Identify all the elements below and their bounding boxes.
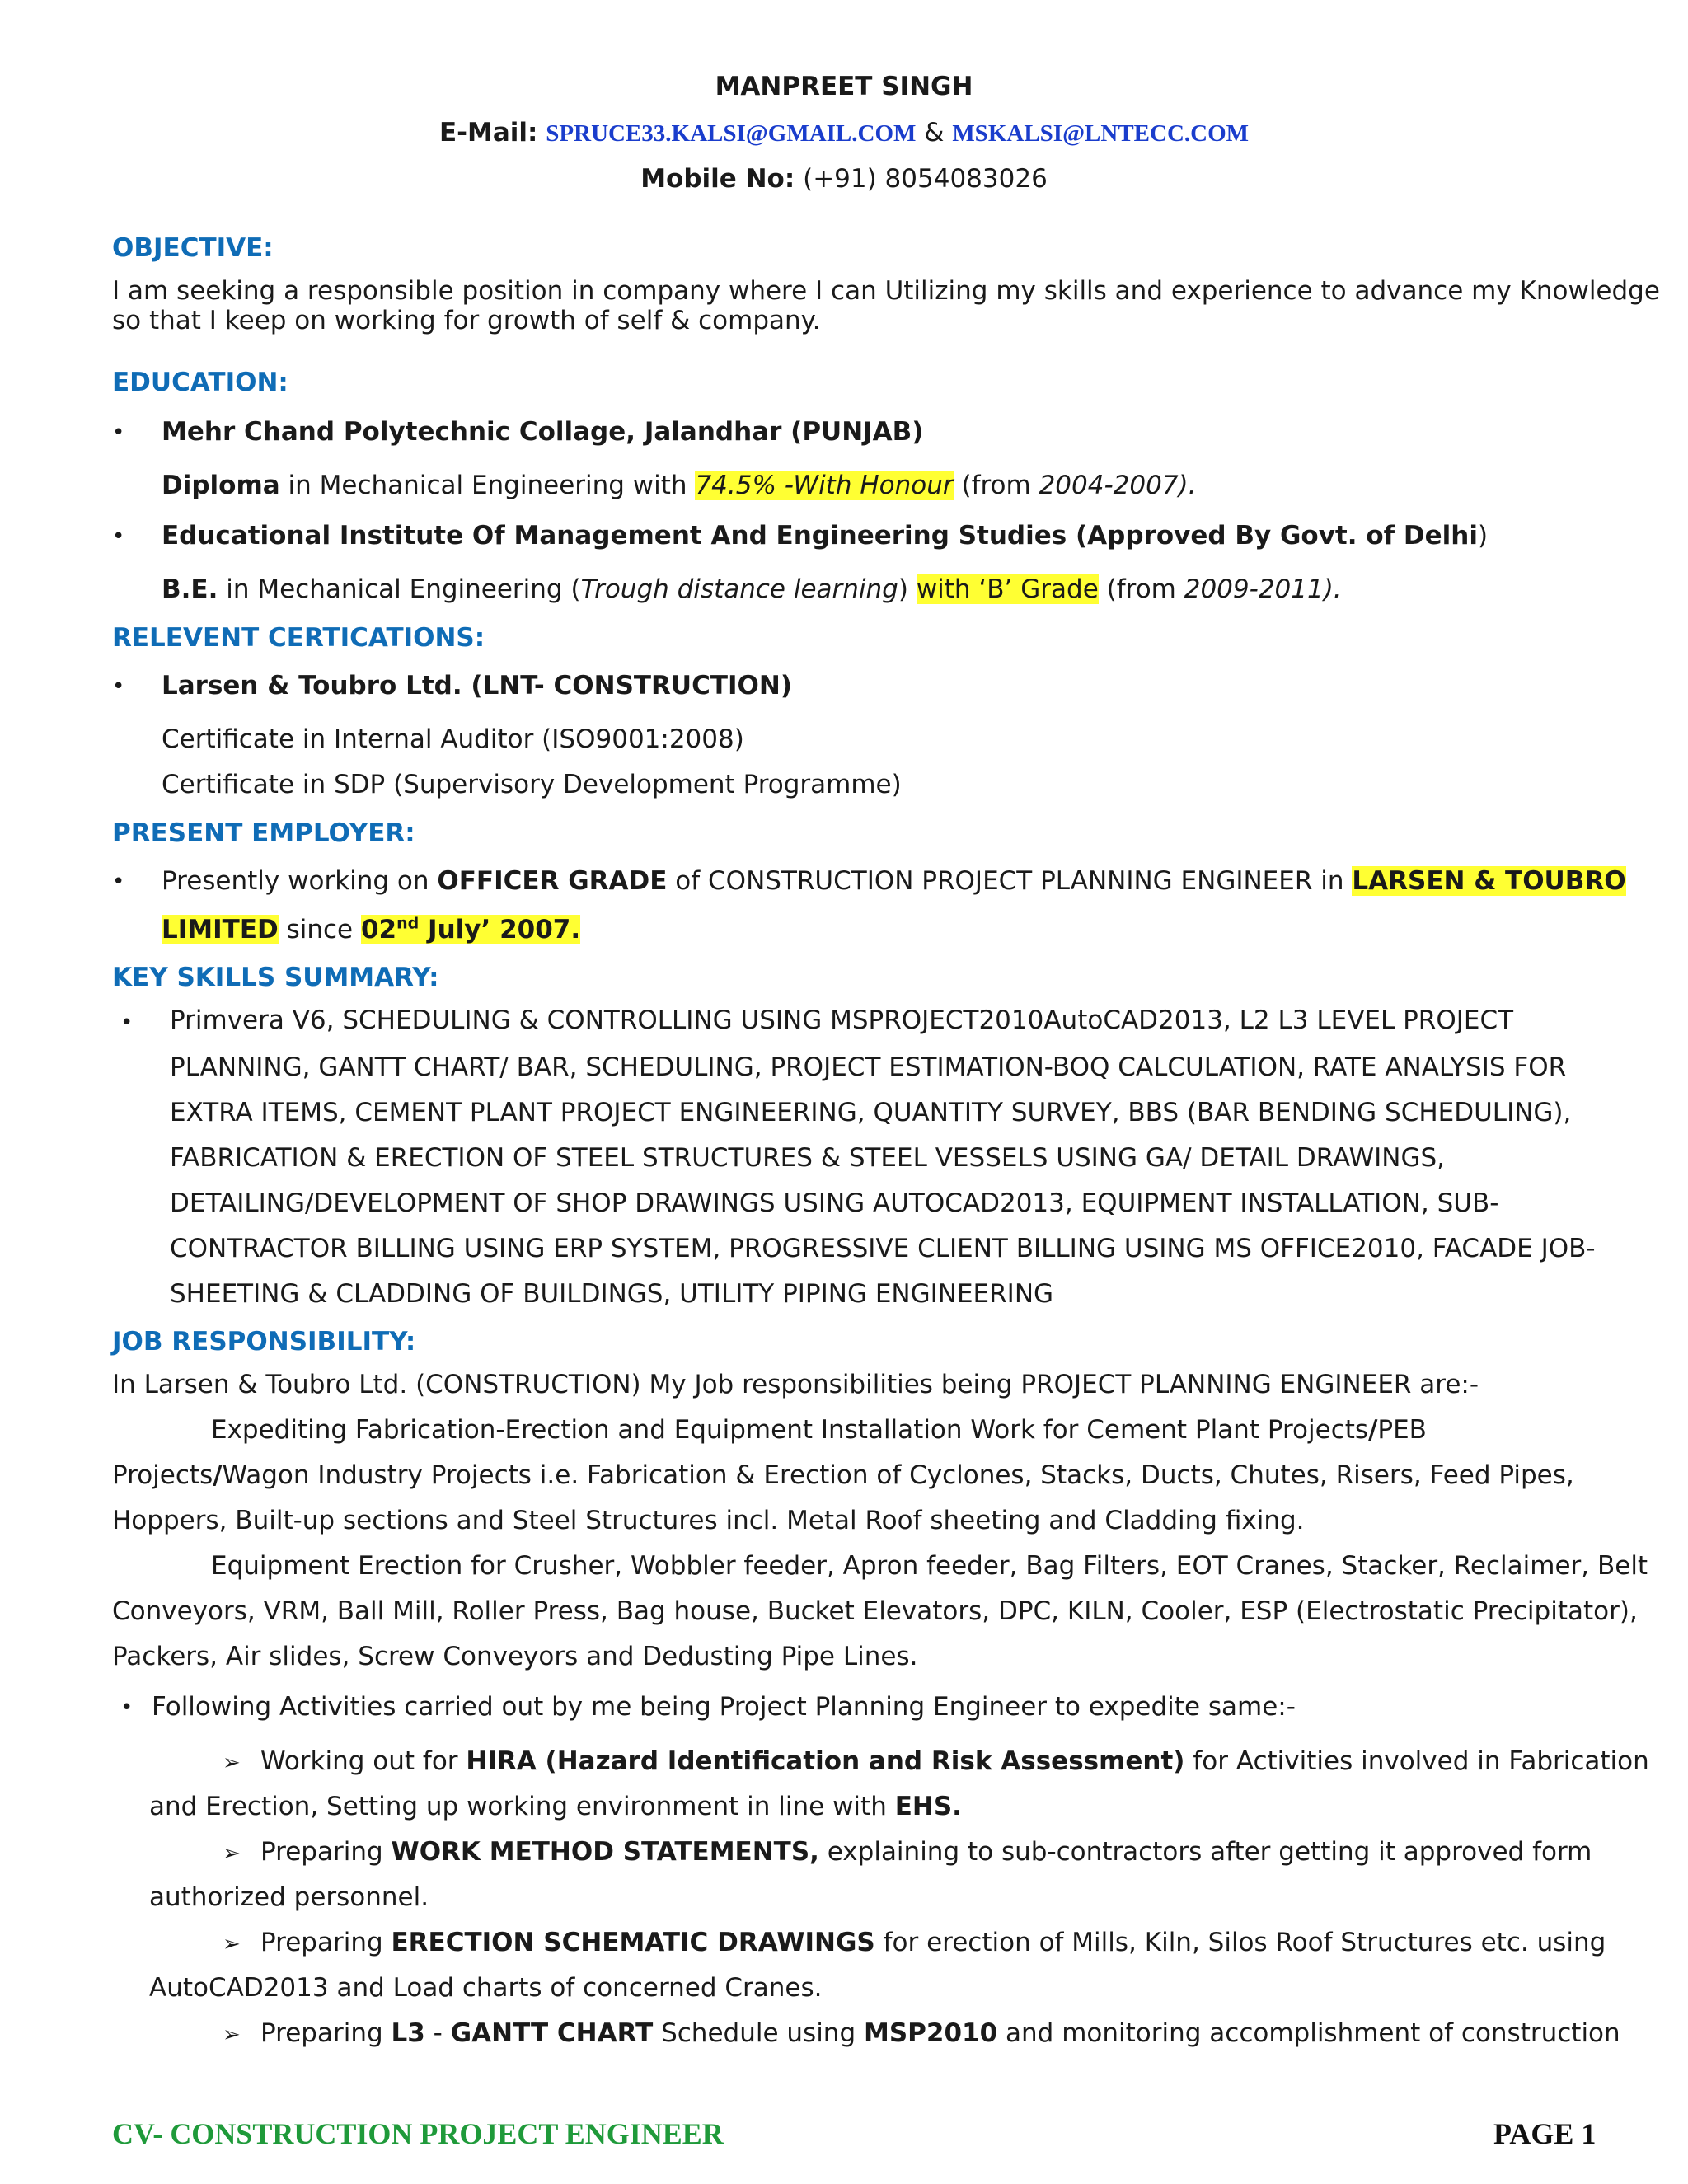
skills-line: DETAILING/DEVELOPMENT OF SHOP DRAWINGS USING AUTOCAD2013, EQUIPMENT INSTALLATION, SUB-	[170, 1188, 1499, 1218]
bullet-icon: •	[112, 524, 125, 549]
activity-text: Preparing	[260, 1928, 392, 1957]
certification-item: Certificate in Internal Auditor (ISO9001:2008)	[162, 724, 744, 754]
email-label: E-Mail:	[438, 118, 538, 148]
employer-grade: OFFICER GRADE	[437, 866, 668, 896]
objective-heading: OBJECTIVE:	[112, 233, 274, 263]
institute-name: Educational Institute Of Management And Engineering Studies (Approved By Govt. of Delhi	[162, 521, 1478, 551]
activity-text: and monitoring accomplishment of construction	[997, 2018, 1620, 2048]
degree-close: )	[898, 574, 917, 604]
job-text: PEB	[1377, 1415, 1427, 1445]
degree-years: 2009-2011).	[1184, 574, 1342, 604]
degree-text: in Mechanical Engineering (	[218, 574, 581, 604]
activity-text: Preparing	[260, 1837, 392, 1867]
activity-bold: WORK METHOD STATEMENTS,	[391, 1837, 819, 1867]
arrow-bullet-icon: ➢	[223, 2022, 241, 2047]
skills-line: SHEETING & CLADDING OF BUILDINGS, UTILITY PIPING ENGINEERING	[170, 1279, 1054, 1309]
job-heading: JOB RESPONSIBILITY:	[112, 1327, 416, 1357]
bullet-icon: •	[120, 1695, 134, 1720]
skills-heading: KEY SKILLS SUMMARY:	[112, 963, 439, 992]
footer-page-number: PAGE 1	[1493, 2117, 1597, 2150]
employer-since: since	[278, 915, 361, 944]
employer-company: LIMITED	[162, 915, 279, 944]
bullet-icon: •	[112, 869, 125, 894]
activity-text: Preparing	[260, 2018, 392, 2048]
degree-title: B.E.	[162, 574, 218, 604]
bullet-icon: •	[112, 420, 125, 445]
activity-4-line-1	[260, 2018, 1620, 2048]
footer-title: CV- CONSTRUCTION PROJECT ENGINEER	[112, 2117, 724, 2150]
education-heading: EDUCATION:	[112, 368, 288, 397]
job-text: Projects	[112, 1460, 213, 1490]
job-slash: /	[1368, 1415, 1378, 1445]
certifications-heading: RELEVENT CERTICATIONS:	[112, 623, 485, 653]
activity-bold: EHS.	[894, 1792, 962, 1821]
degree-title: Diploma	[162, 471, 280, 500]
degree-text: in Mechanical Engineering with	[279, 471, 696, 500]
job-para-2-line-1: Equipment Erection for Crusher, Wobbler feeder, Apron feeder, Bag Filters, EOT Cranes, Stacker, Reclaimer, Belt	[211, 1551, 1648, 1581]
employer-line-2	[162, 914, 581, 944]
activity-3-line-2: AutoCAD2013 and Load charts of concerned Cranes.	[149, 1973, 823, 2003]
job-para-2-line-2: Conveyors, VRM, Ball Mill, Roller Press, Bag house, Bucket Elevators, DPC, KILN, Cooler, ESP (Electrostatic Precipitator),	[112, 1596, 1638, 1626]
employer-heading: PRESENT EMPLOYER:	[112, 818, 415, 848]
degree-grade: 74.5% -With Honour	[695, 471, 954, 500]
employer-date	[361, 915, 580, 944]
certification-item: Certificate in SDP (Supervisory Development Programme)	[162, 770, 902, 799]
job-activities-intro: Following Activities carried out by me being Project Planning Engineer to expedite same:-	[152, 1692, 1296, 1722]
activity-3-line-1	[260, 1930, 1606, 1956]
objective-line-1: I am seeking a responsible position in company where I can Utilizing my skills and experience to advance my Knowledge	[112, 276, 1660, 306]
mobile-line	[0, 166, 1688, 192]
skills-line: FABRICATION & ERECTION OF STEEL STRUCTURES & STEEL VESSELS USING GA/ DETAIL DRAWINGS,	[170, 1143, 1446, 1173]
email-separator: &	[924, 118, 945, 148]
arrow-bullet-icon: ➢	[223, 1841, 241, 1866]
skills-line: PLANNING, GANTT CHART/ BAR, SCHEDULING, PROJECT ESTIMATION-BOQ CALCULATION, RATE ANALYSIS FOR	[170, 1052, 1567, 1082]
skills-line: EXTRA ITEMS, CEMENT PLANT PROJECT ENGINEERING, QUANTITY SURVEY, BBS (BAR BENDING SCHEDULING),	[170, 1098, 1572, 1127]
activity-bold: L3	[391, 2018, 425, 2048]
job-text: Expediting Fabrication-Erection and Equipment Installation Work for Cement Plant Projects	[211, 1415, 1369, 1445]
degree-grade: with ‘B’ Grade	[916, 574, 1099, 604]
education-degree-1	[162, 473, 1197, 499]
degree-mode: Trough distance learning	[580, 574, 898, 604]
mobile-label: Mobile No:	[640, 164, 795, 194]
activity-1-line-2	[149, 1794, 962, 1820]
degree-from: (from	[1098, 574, 1184, 604]
date-rest: July’ 2007.	[419, 915, 581, 944]
email-link-1[interactable]: SPRUCE33.KALSI@GMAIL.COM	[546, 120, 917, 147]
activity-bold: MSP2010	[863, 2018, 998, 2048]
activity-bold: ERECTION SCHEMATIC DRAWINGS	[391, 1928, 875, 1957]
education-institute-2	[162, 523, 1488, 549]
email-link-2[interactable]: MSKALSI@LNTECC.COM	[952, 120, 1250, 147]
date-day: 02	[360, 915, 397, 944]
education-degree-2	[162, 574, 1342, 604]
employer-line-1	[162, 866, 1626, 896]
activity-bold: HIRA (Hazard Identification and Risk Assessment)	[466, 1746, 1185, 1776]
job-para-1-line-3: Hoppers, Built-up sections and Steel Structures incl. Metal Roof sheeting and Cladding fixing.	[112, 1506, 1305, 1535]
activity-bold: GANTT CHART	[450, 2018, 654, 2048]
mobile-number: (+91) 8054083026	[803, 164, 1048, 194]
employer-company: LARSEN & TOUBRO	[1352, 866, 1626, 896]
employer-text: of CONSTRUCTION PROJECT PLANNING ENGINEER in	[667, 866, 1353, 896]
candidate-name: MANPREET SINGH	[715, 72, 973, 101]
activity-text: and Erection, Setting up working environment in line with	[149, 1792, 895, 1821]
job-slash: /	[213, 1460, 223, 1490]
bullet-icon: •	[112, 674, 125, 699]
date-suffix: nd	[396, 914, 420, 933]
activity-text: for Activities involved in Fabrication	[1184, 1746, 1649, 1776]
job-intro: In Larsen & Toubro Ltd. (CONSTRUCTION) My Job responsibilities being PROJECT PLANNING ENGINEER are:-	[112, 1370, 1479, 1399]
activity-2-line-1	[260, 1837, 1592, 1867]
job-para-1-line-2	[112, 1460, 1574, 1490]
activity-2-line-2: authorized personnel.	[149, 1882, 429, 1912]
email-line	[0, 120, 1688, 146]
employer-text: Presently working on	[162, 866, 438, 896]
job-para-1-line-1	[211, 1415, 1427, 1445]
activity-text: Schedule using	[653, 2018, 864, 2048]
activity-text: Working out for	[260, 1746, 467, 1776]
activity-text: explaining to sub-contractors after getting it approved form	[818, 1837, 1592, 1867]
objective-line-2: so that I keep on working for growth of self & company.	[112, 306, 821, 335]
bullet-icon: •	[120, 1010, 134, 1035]
education-institute-1: Mehr Chand Polytechnic Collage, Jalandhar (PUNJAB)	[162, 417, 924, 447]
arrow-bullet-icon: ➢	[223, 1750, 241, 1775]
certification-org: Larsen & Toubro Ltd. (LNT- CONSTRUCTION)	[162, 671, 792, 701]
skills-line: CONTRACTOR BILLING USING ERP SYSTEM, PROGRESSIVE CLIENT BILLING USING MS OFFICE2010, FACADE JOB-	[170, 1234, 1596, 1263]
job-para-2-line-3: Packers, Air slides, Screw Conveyors and Dedusting Pipe Lines.	[112, 1642, 918, 1671]
activity-1-line-1	[260, 1746, 1649, 1776]
job-text: Wagon Industry Projects i.e. Fabrication & Erection of Cyclones, Stacks, Ducts, Chutes, Risers, Feed Pipes,	[222, 1460, 1574, 1490]
activity-text: for erection of Mills, Kiln, Silos Roof Structures etc. using	[874, 1928, 1606, 1957]
institute-close: )	[1477, 521, 1489, 551]
skills-line: Primvera V6, SCHEDULING & CONTROLLING USING MSPROJECT2010AutoCAD2013, L2 L3 LEVEL PROJECT	[170, 1005, 1514, 1035]
degree-from: (from	[953, 471, 1039, 500]
arrow-bullet-icon: ➢	[223, 1932, 241, 1957]
degree-years: 2004-2007).	[1039, 471, 1197, 500]
activity-text: -	[424, 2018, 451, 2048]
